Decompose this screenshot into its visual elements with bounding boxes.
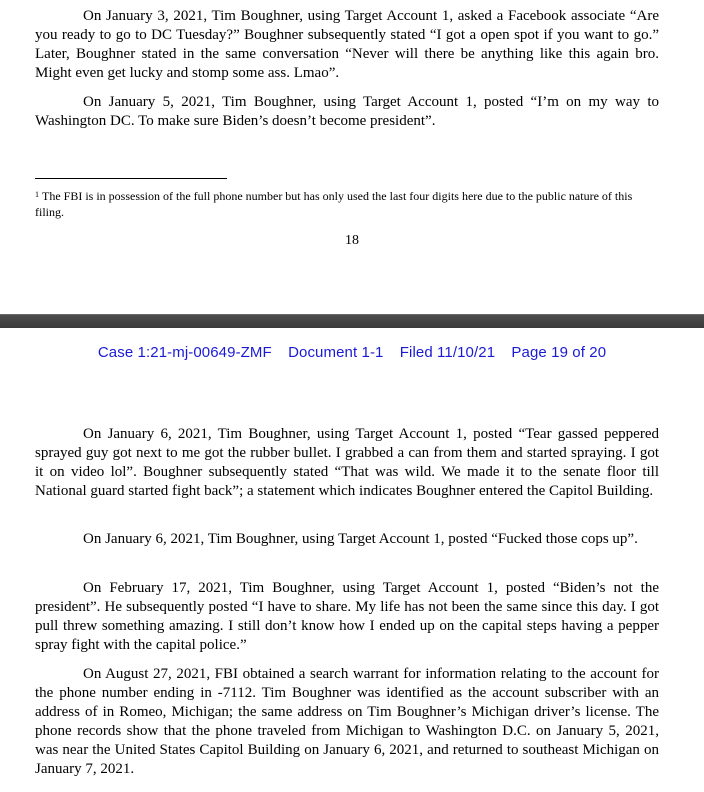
page-divider [0, 314, 704, 328]
document-number: Document 1-1 [288, 344, 384, 361]
paragraph-feb17: On February 17, 2021, Tim Boughner, using Target Account 1, posted “Biden’s not the president”. He subsequently posted “I have to share. My life has not been the same since this day. I got pull threw something amazing. I still don’t know how I ended up on the capital steps having a pepper spray fight with the capital police.” [35, 580, 659, 653]
footnote [35, 188, 659, 220]
paragraph-jan5: On January 5, 2021, Tim Boughner, using Target Account 1, posted “I’m on my way to Washington DC. To make sure Biden’s doesn’t become president”. [35, 94, 659, 129]
paragraph-jan6-cops: On January 6, 2021, Tim Boughner, using Target Account 1, posted “Fucked those cops up”. [83, 531, 638, 547]
footnote-marker: 1 [35, 190, 39, 199]
page-indicator: Page 19 of 20 [511, 344, 607, 361]
case-header [0, 344, 704, 361]
footnote-text: The FBI is in possession of the full phone number but has only used the last four digits here due to the public nature of this filing. [35, 189, 633, 219]
page-19 [0, 328, 704, 792]
page-number: 18 [345, 233, 359, 248]
footnote-rule [35, 178, 227, 179]
page-18 [0, 0, 704, 314]
paragraph-jan6-tear-gas: On January 6, 2021, Tim Boughner, using Target Account 1, posted “Tear gassed peppered sprayed guy got next to me got the rubber bullet. I grabbed a can from them and started spraying. I got it on video lol”. Boughner subsequently stated “That was wild. We made it to the senate floor till National guard started fight back”; a statement which indicates Boughner entered the Capitol Building. [35, 426, 659, 499]
paragraph-aug27: On August 27, 2021, FBI obtained a search warrant for information relating to the account for the phone number ending in -7112. Tim Boughner was identified as the account subscriber with an address of in Romeo, Michigan; the same address on Tim Boughner’s Michigan driver’s license. The phone records show that the phone traveled from Michigan to Washington D.C. on January 5, 2021, was near the United States Capitol Building on January 6, 2021, and returned to southeast Michigan on January 7, 2021. [35, 666, 659, 777]
paragraph-jan3: On January 3, 2021, Tim Boughner, using Target Account 1, asked a Facebook associate “Are you ready to go to DC Tuesday?” Boughner subsequently stated “I got a open spot if you want to go.” Later, Boughner stated in the same conversation “Never will there be anything like this again bro. Might even get lucky and stomp some ass. Lmao”. [35, 8, 659, 81]
filed-date: Filed 11/10/21 [399, 344, 496, 361]
case-number: Case 1:21-mj-00649-ZMF [97, 344, 272, 361]
